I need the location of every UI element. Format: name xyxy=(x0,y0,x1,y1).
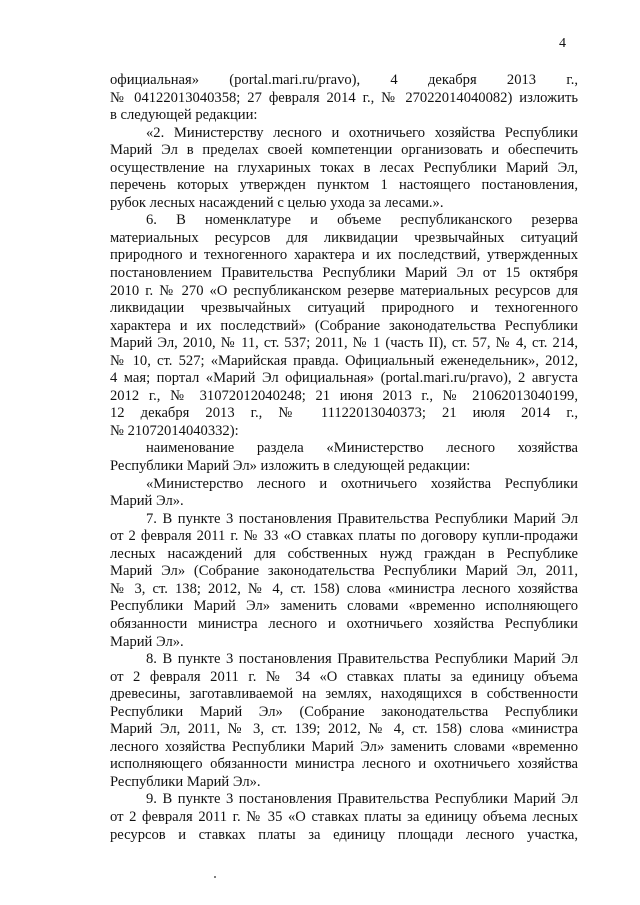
text-line: природного и техногенного характера и их последствий, утвержденных xyxy=(110,247,578,264)
text-line: 4 мая; портал «Марий Эл официальная» (portal.mari.ru/pravo), 2 августа xyxy=(110,370,578,387)
text-line: «Министерство лесного и охотничьего хозяйства Республики xyxy=(146,475,578,492)
text-line: 7. В пункте 3 постановления Правительства Республики Марий Эл xyxy=(146,510,578,527)
text-line: материальных ресурсов для ликвидации чрезвычайных ситуаций xyxy=(110,229,578,246)
text-line: ликвидации чрезвычайных ситуаций природного и техногенного xyxy=(110,300,578,317)
document-body xyxy=(110,72,578,844)
text-line: № 10, ст. 527; «Марийская правда. Официальный еженедельник», 2012, xyxy=(110,352,578,369)
text-line: Марий Эл, 2011, № 3, ст. 139; 2012, № 4, ст. 158) слова «министра xyxy=(110,721,578,738)
text-line: Марий Эл в пределах своей компетенции организовать и обеспечить xyxy=(110,142,578,159)
text-line: от 2 февраля 2011 г. № 35 «О ставках платы за единицу объема лесных xyxy=(110,808,578,825)
text-line: № 3, ст. 138; 2012, № 4, ст. 158) слова «министра лесного хозяйства xyxy=(110,580,578,597)
text-line: лесных насаждений для собственных нужд граждан в Республике xyxy=(110,545,578,562)
text-line: ресурсов и ставках платы за единицу площади лесного участка, xyxy=(110,826,578,843)
text-line: Марий Эл». xyxy=(110,633,184,650)
text-line: Марий Эл, 2010, № 11, ст. 537; 2011, № 1 (часть II), ст. 57, № 4, ст. 214, xyxy=(110,335,578,352)
text-line: от 2 февраля 2011 г. № 33 «О ставках платы по договору купли-продажи xyxy=(110,528,578,545)
text-line: перечень которых утвержден пунктом 1 настоящего постановления, xyxy=(110,177,578,194)
text-line: постановлением Правительства Республики Марий Эл от 15 октября xyxy=(110,265,578,282)
text-line: наименование раздела «Министерство лесного хозяйства xyxy=(146,440,578,457)
text-line: Марий Эл». xyxy=(110,493,184,510)
text-line: 9. В пункте 3 постановления Правительства Республики Марий Эл xyxy=(146,791,578,808)
text-line: «2. Министерству лесного и охотничьего хозяйства Республики xyxy=(146,124,578,141)
text-line: 12 декабря 2013 г., № 11122013040373; 21 июля 2014 г., xyxy=(110,405,578,422)
text-line: 8. В пункте 3 постановления Правительства Республики Марий Эл xyxy=(146,651,578,668)
text-line: 6. В номенклатуре и объеме республиканского резерва xyxy=(146,212,578,229)
text-line: древесины, заготавливаемой на землях, находящихся в собственности xyxy=(110,686,578,703)
text-line: 2010 г. № 270 «О республиканском резерве материальных ресурсов для xyxy=(110,282,578,299)
text-line: от 2 февраля 2011 г. № 34 «О ставках платы за единицу объема xyxy=(110,668,578,685)
text-line: Республики Марий Эл» изложить в следующей редакции: xyxy=(110,458,471,475)
text-line: в следующей редакции: xyxy=(110,107,258,124)
text-line: Республики Марий Эл». xyxy=(110,773,261,790)
text-line: обязанности министра лесного и охотничьего хозяйства Республики xyxy=(110,615,578,632)
page-number: 4 xyxy=(559,36,566,51)
text-line: 2012 г., № 31072012040248; 21 июня 2013 г., № 21062013040199, xyxy=(110,387,578,404)
text-line: № 21072014040332): xyxy=(110,422,239,439)
text-line: осуществление на глухариных токах в лесах Республики Марий Эл, xyxy=(110,159,578,176)
scan-speck xyxy=(214,876,216,878)
text-line: официальная» (portal.mari.ru/pravo), 4 декабря 2013 г., xyxy=(110,72,578,88)
text-line: характера и их последствий» (Собрание законодательства Республики xyxy=(110,317,578,334)
text-line: Республики Марий Эл» (Собрание законодательства Республики xyxy=(110,703,578,720)
text-line: лесного хозяйства Республики Марий Эл» заменить словами «временно xyxy=(110,738,578,755)
text-line: Республики Марий Эл» заменить словами «временно исполняющего xyxy=(110,598,578,615)
text-line: № 04122013040358; 27 февраля 2014 г., № 27022014040082) изложить xyxy=(110,89,578,106)
text-line: рубок лесных насаждений с целью ухода за лесами.». xyxy=(110,194,444,211)
text-line: исполняющего обязанности министра лесного и охотничьего хозяйства xyxy=(110,756,578,773)
text-line: Марий Эл» (Собрание законодательства Республики Марий Эл, 2011, xyxy=(110,563,578,580)
